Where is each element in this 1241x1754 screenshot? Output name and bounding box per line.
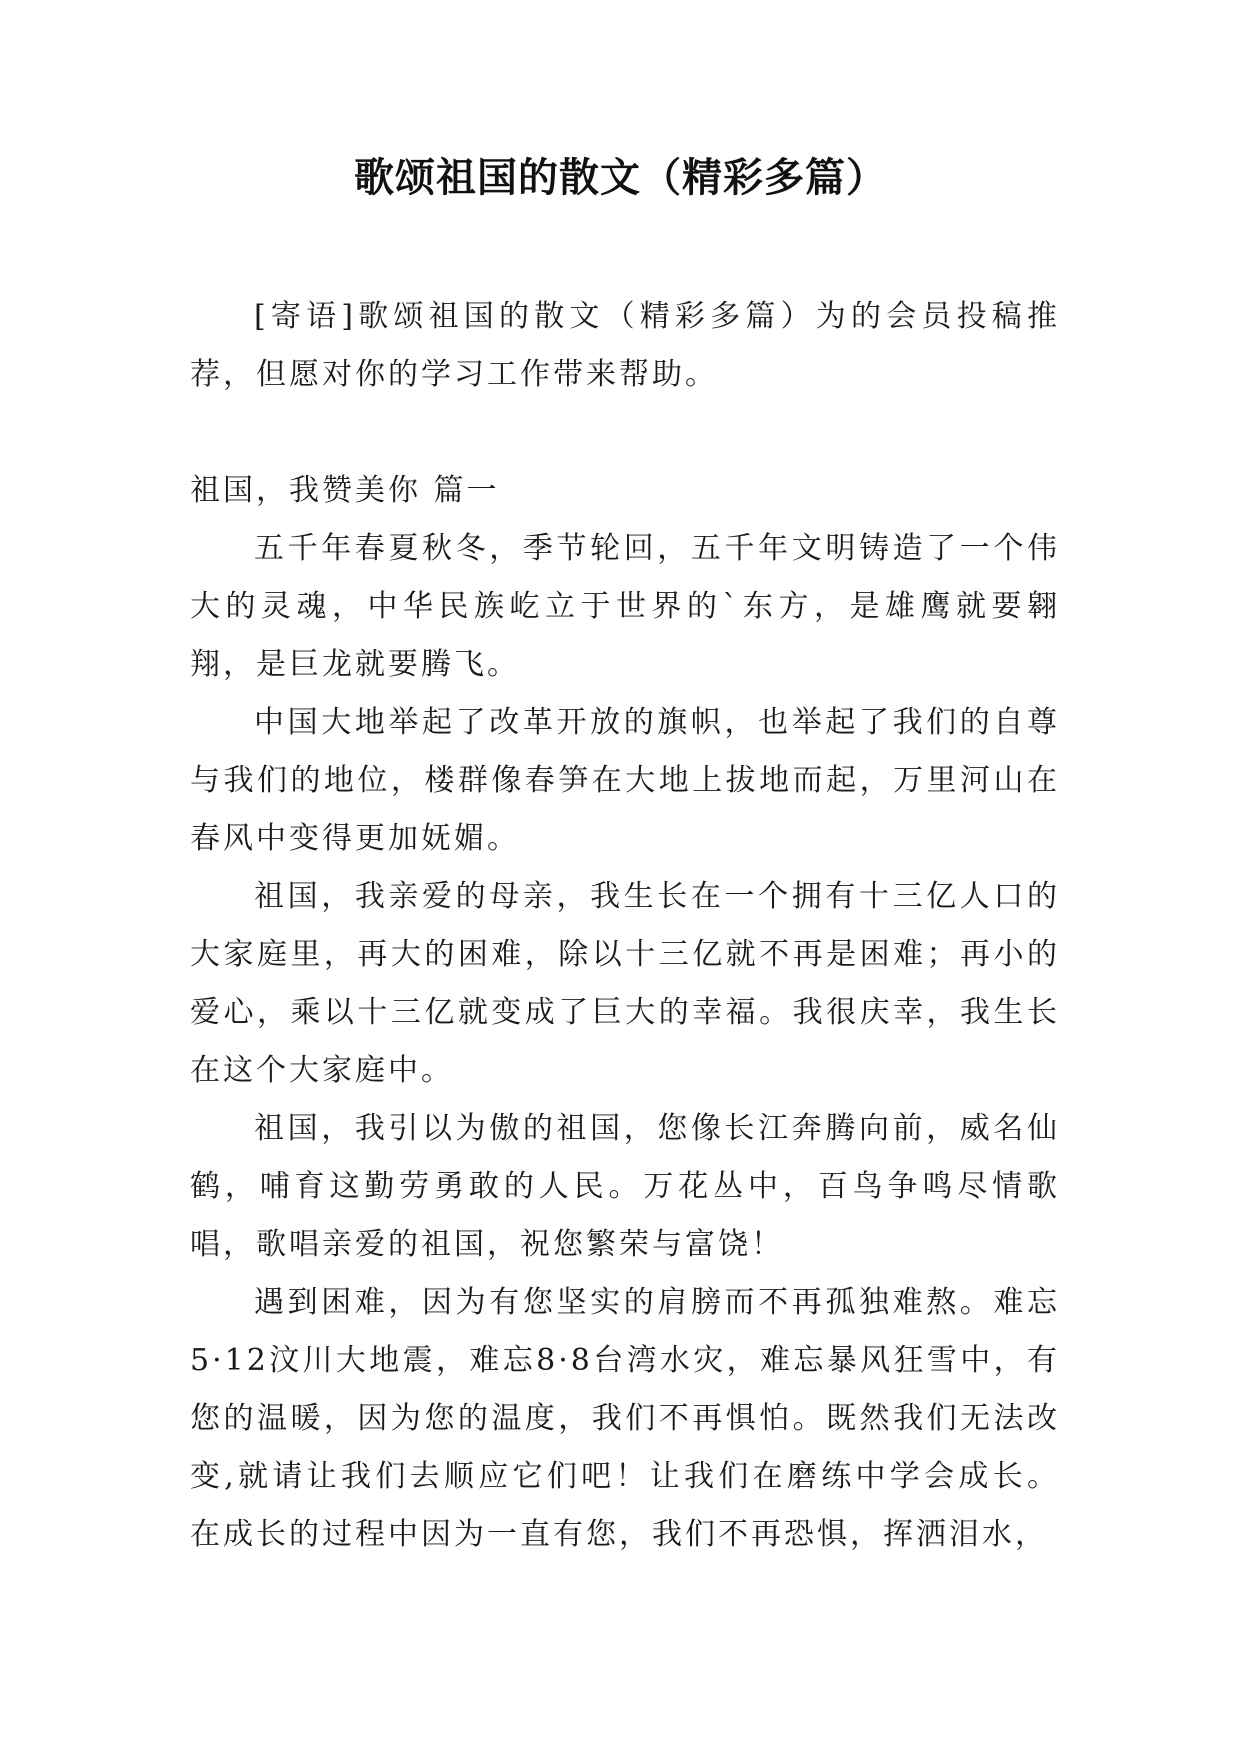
section-heading: 祖国，我赞美你 篇一 bbox=[190, 473, 500, 508]
document-title: 歌颂祖国的散文（精彩多篇） bbox=[354, 155, 887, 201]
body-paragraph: 中国大地举起了改革开放的旗帜，也举起了我们的自尊与我们的地位，楼群像春笋在大地上拔地而起，万里河山在春风中变得更加妩媚。 bbox=[190, 705, 1060, 856]
article-body bbox=[190, 462, 1060, 1564]
body-paragraph: 祖国，我引以为傲的祖国，您像长江奔腾向前，威名仙鹤，哺育这勤劳勇敢的人民。万花丛中，百鸟争鸣尽情歌唱，歌唱亲爱的祖国，祝您繁荣与富饶！ bbox=[190, 1111, 1060, 1262]
body-paragraph: 五千年春夏秋冬，季节轮回，五千年文明铸造了一个伟大的灵魂，中华民族屹立于世界的`东方，是雄鹰就要翱翔，是巨龙就要腾飞。 bbox=[190, 531, 1060, 682]
body-paragraph: 祖国，我亲爱的母亲，我生长在一个拥有十三亿人口的大家庭里，再大的困难，除以十三亿就不再是困难；再小的爱心，乘以十三亿就变成了巨大的幸福。我很庆幸，我生长在这个大家庭中。 bbox=[190, 879, 1060, 1088]
intro-paragraph: [寄语]歌颂祖国的散文（精彩多篇）为的会员投稿推荐，但愿对你的学习工作带来帮助。 bbox=[190, 299, 1060, 392]
body-paragraph: 遇到困难，因为有您坚实的肩膀而不再孤独难熬。难忘5·12汶川大地震，难忘8·8台湾水灾，难忘暴风狂雪中，有您的温暖，因为您的温度，我们不再惧怕。既然我们无法改变,就请让我们去顺应它们吧！让我们在磨练中学会成长。在成长的过程中因为一直有您，我们不再恐惧，挥洒泪水， bbox=[190, 1285, 1060, 1552]
